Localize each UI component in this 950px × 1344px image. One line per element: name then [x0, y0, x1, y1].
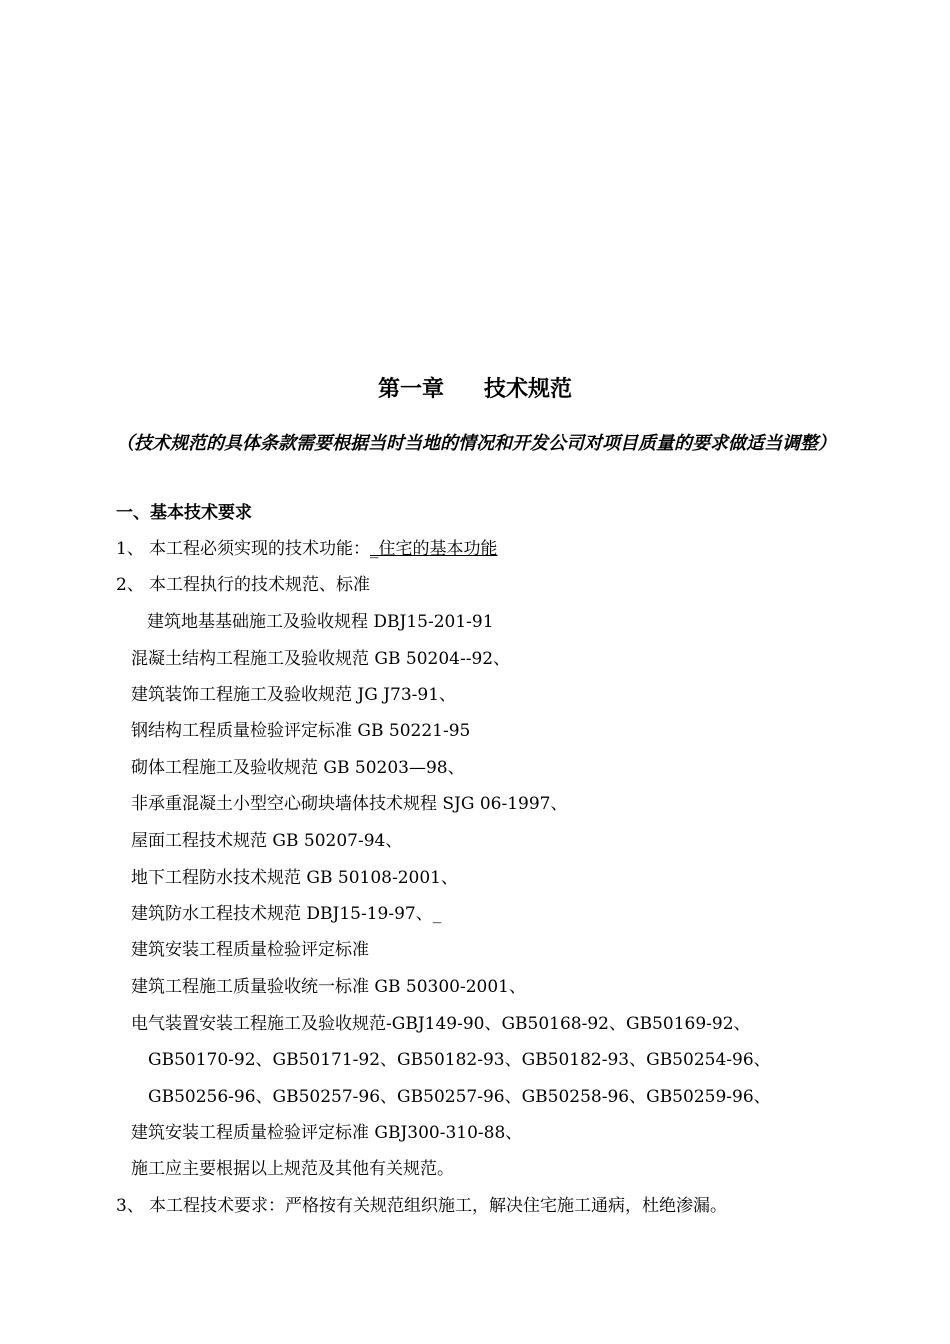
item-text: 本工程执行的技术规范、标准 — [149, 575, 370, 595]
standard-item: 地下工程防水技术规范 GB 50108-2001、 — [131, 868, 458, 888]
technical-function-value: _住宅的基本功能 — [370, 539, 498, 559]
item-number: 3、 — [116, 1196, 144, 1216]
standard-item: 电气装置安装工程施工及验收规范-GBJ149-90、GB50168-92、GB50169-92、 — [131, 1014, 751, 1034]
chapter-number: 第一章 — [377, 376, 444, 402]
list-item — [116, 537, 498, 561]
list-item — [116, 1194, 727, 1218]
standard-item: GB50256-96、GB50257-96、GB50257-96、GB50258-96、GB50259-96、 — [148, 1087, 771, 1107]
adjustment-note: （技术规范的具体条款需要根据当时当地的情况和开发公司对项目质量的要求做适当调整） — [116, 433, 836, 454]
chapter-title — [0, 374, 950, 404]
standard-item: 建筑工程施工质量验收统一标准 GB 50300-2001、 — [131, 977, 526, 997]
section-heading: 一、基本技术要求 — [116, 503, 252, 523]
standard-item: 建筑安装工程质量检验评定标准 GBJ300-310-88、 — [131, 1123, 523, 1143]
standard-item: 建筑安装工程质量检验评定标准 — [131, 940, 369, 960]
standard-item: 砌体工程施工及验收规范 GB 50203—98、 — [131, 758, 465, 778]
standard-item: 建筑防水工程技术规范 DBJ15-19-97、_ — [131, 904, 442, 924]
list-item — [116, 573, 370, 597]
standard-item: 建筑地基基础施工及验收规程 DBJ15-201-91 — [147, 612, 494, 632]
standard-item: 非承重混凝土小型空心砌块墙体技术规程 SJG 06-1997、 — [131, 794, 568, 814]
standard-item: 建筑装饰工程施工及验收规范 JG J73-91、 — [131, 685, 457, 705]
item-text: 本工程技术要求：严格按有关规范组织施工，解决住宅施工通病，杜绝渗漏。 — [149, 1196, 727, 1216]
standard-item: GB50170-92、GB50171-92、GB50182-93、GB50182-93、GB50254-96、 — [148, 1050, 771, 1070]
item-text: 本工程必须实现的技术功能： — [149, 539, 370, 559]
standard-item: 混凝土结构工程施工及验收规范 GB 50204--92、 — [131, 649, 511, 669]
standard-item: 屋面工程技术规范 GB 50207-94、 — [131, 831, 403, 851]
standard-item: 钢结构工程质量检验评定标准 GB 50221-95 — [131, 721, 471, 741]
item-number: 2、 — [116, 575, 144, 595]
standard-item: 施工应主要根据以上规范及其他有关规范。 — [131, 1159, 454, 1179]
item-number: 1、 — [116, 539, 144, 559]
chapter-name: 技术规范 — [484, 376, 573, 402]
